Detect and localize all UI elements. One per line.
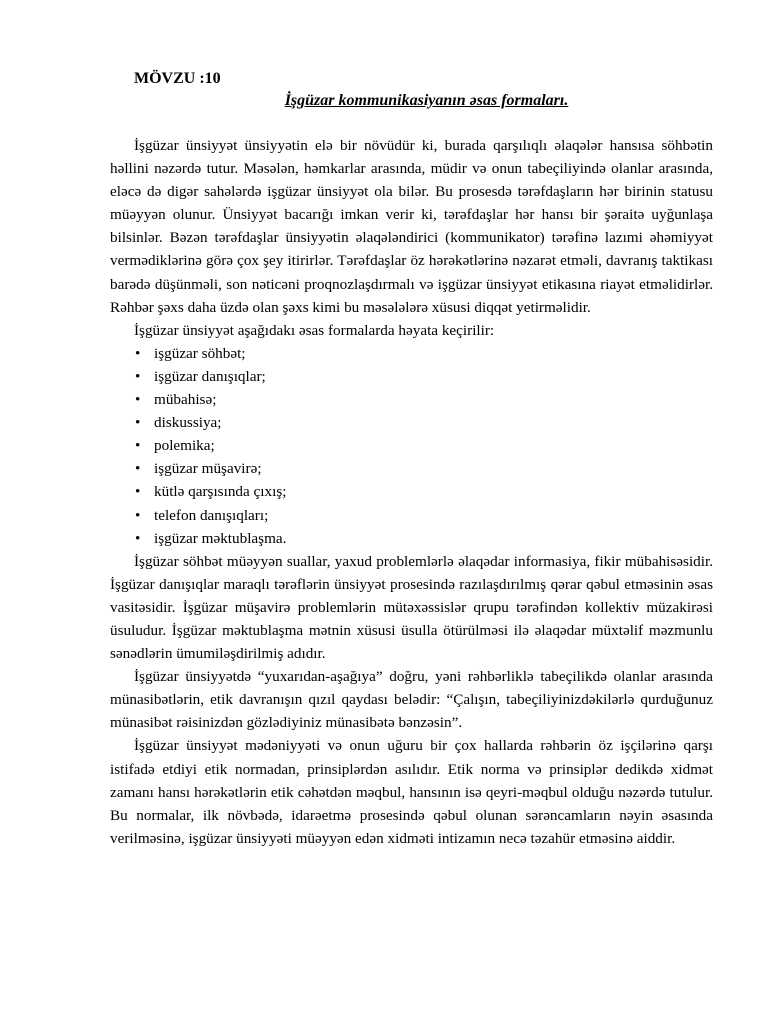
list-item-text: işgüzar danışıqlar; — [154, 367, 266, 385]
communication-culture-paragraph: İşgüzar ünsiyyət mədəniyyəti və onun uğuru bir çox hallarda rəhbərin öz işçilərinə qarşı istifadə etdiyi etik normadan, prinsiplərdən asılıdır. Etik norma və prinsiplər dedikdə xidmət zamanı hansı hərəkətlərin etik cəhətdən məqbul, hansının isə qeyri-məqbul olduğu nəzərdə tutulur. Bu normalar, ilk növbədə, idarəetmə prosesində qəbul olunan sərəncamların nəyin əsasında verilməsinə, işgüzar ünsiyyəti müəyyən edən xidməti intizamın necə təzahür etməsinə aiddir. — [110, 737, 713, 847]
topic-heading: MÖVZU :10 — [134, 70, 221, 87]
list-item-text: polemika; — [154, 437, 215, 455]
list-item — [110, 480, 713, 503]
list-item — [110, 527, 713, 550]
business-conversation-paragraph: İşgüzar söhbət müəyyən suallar, yaxud problemlərlə əlaqədar informasiya, fikir mübahisəsidir. İşgüzar danışıqlar maraqlı tərəflərin ünsiyyət prosesində razılaşdırılmış qərar qəbul etməsinin əsas vasitəsidir. İşgüzar müşavirə problemlərin mütəxəssislər qrupu tərəfindən kollektiv müzakirəsi üsuludur. İşgüzar məktublaşma mətnin xüsusi üsulla ötürülməsi ilə əlaqədar müxtəlif məzmunlu sənədlərin ümumiləşdirilmiş adıdır. — [110, 552, 713, 663]
bullet-icon: • — [135, 437, 141, 455]
list-item-text: diskussiya; — [154, 414, 222, 432]
document-page — [110, 68, 713, 850]
forms-list — [110, 342, 713, 550]
bullet-icon: • — [135, 460, 141, 478]
list-item — [110, 434, 713, 457]
list-item-text: mübahisə; — [154, 391, 217, 409]
list-item — [110, 365, 713, 388]
list-item — [110, 342, 713, 365]
page-title: İşgüzar kommunikasiyanın əsas formaları. — [284, 92, 569, 109]
list-item — [110, 504, 713, 527]
intro-paragraph: İşgüzar ünsiyyət ünsiyyətin elə bir növüdür ki, burada qarşılıqlı əlaqələr hansısa söhbətin həllini nəzərdə tutur. Məsələn, həmkarlar arasında, müdir və onun tabeçiliyində olanlar arasında, eləcə də digər sahələrdə işgüzar ünsiyyət ola bilər. Bu prosesdə tərəfdaşların hər birinin statusu müəyyən olunur. Ünsiyyət bacarığı imkan verir ki, tərəfdaşlar hər hansı bir şəraitə uyğunlaşa bilsinlər. Bəzən tərəfdaşlar ünsiyyətin əlaqələndirici (kommunikator) tərəfinə lazımi əhəmiyyət vermədiklərinə görə çox şey itirirlər. Tərəfdaşlar öz hərəkətlərinə nəzarət etməli, davranış taktikası barədə düşünməli, son nəticəni proqnozlaşdırmalı və işgüzar ünsiyyət etikasına riayət etməlidirlər. Rəhbər şəxs daha üzdə olan şəxs kimi bu məsələlərə xüsusi diqqət yetirməlidir. — [110, 137, 713, 316]
list-item — [110, 457, 713, 480]
list-item-text: işgüzar məktublaşma. — [154, 529, 287, 547]
bullet-icon: • — [135, 344, 141, 362]
bullet-icon: • — [135, 529, 141, 547]
list-item-text: telefon danışıqları; — [154, 506, 269, 524]
list-item-text: işgüzar müşavirə; — [154, 460, 262, 478]
list-item — [110, 411, 713, 434]
bullet-icon: • — [135, 367, 141, 385]
list-item-text: işgüzar söhbət; — [154, 344, 246, 362]
bullet-icon: • — [135, 414, 141, 432]
list-item-text: kütlə qarşısında çıxış; — [154, 483, 287, 501]
bullet-icon: • — [135, 506, 141, 524]
bullet-icon: • — [135, 483, 141, 501]
top-down-communication-paragraph: İşgüzar ünsiyyətdə “yuxarıdan-aşağıya” doğru, yəni rəhbərliklə tabeçilikdə olanlar arasında münasibətlərin, etik davranışın qızıl qaydası belədir: “Çalışın, tabeçiliyinizdəkilərlə qurduğunuz münasibət rəisinizdən gözlədiyiniz münasibətə bənzəsin”. — [110, 668, 713, 732]
forms-lead-paragraph: İşgüzar ünsiyyət aşağıdakı əsas formalarda həyata keçirilir: — [134, 321, 495, 339]
bullet-icon: • — [135, 391, 141, 409]
list-item — [110, 388, 713, 411]
